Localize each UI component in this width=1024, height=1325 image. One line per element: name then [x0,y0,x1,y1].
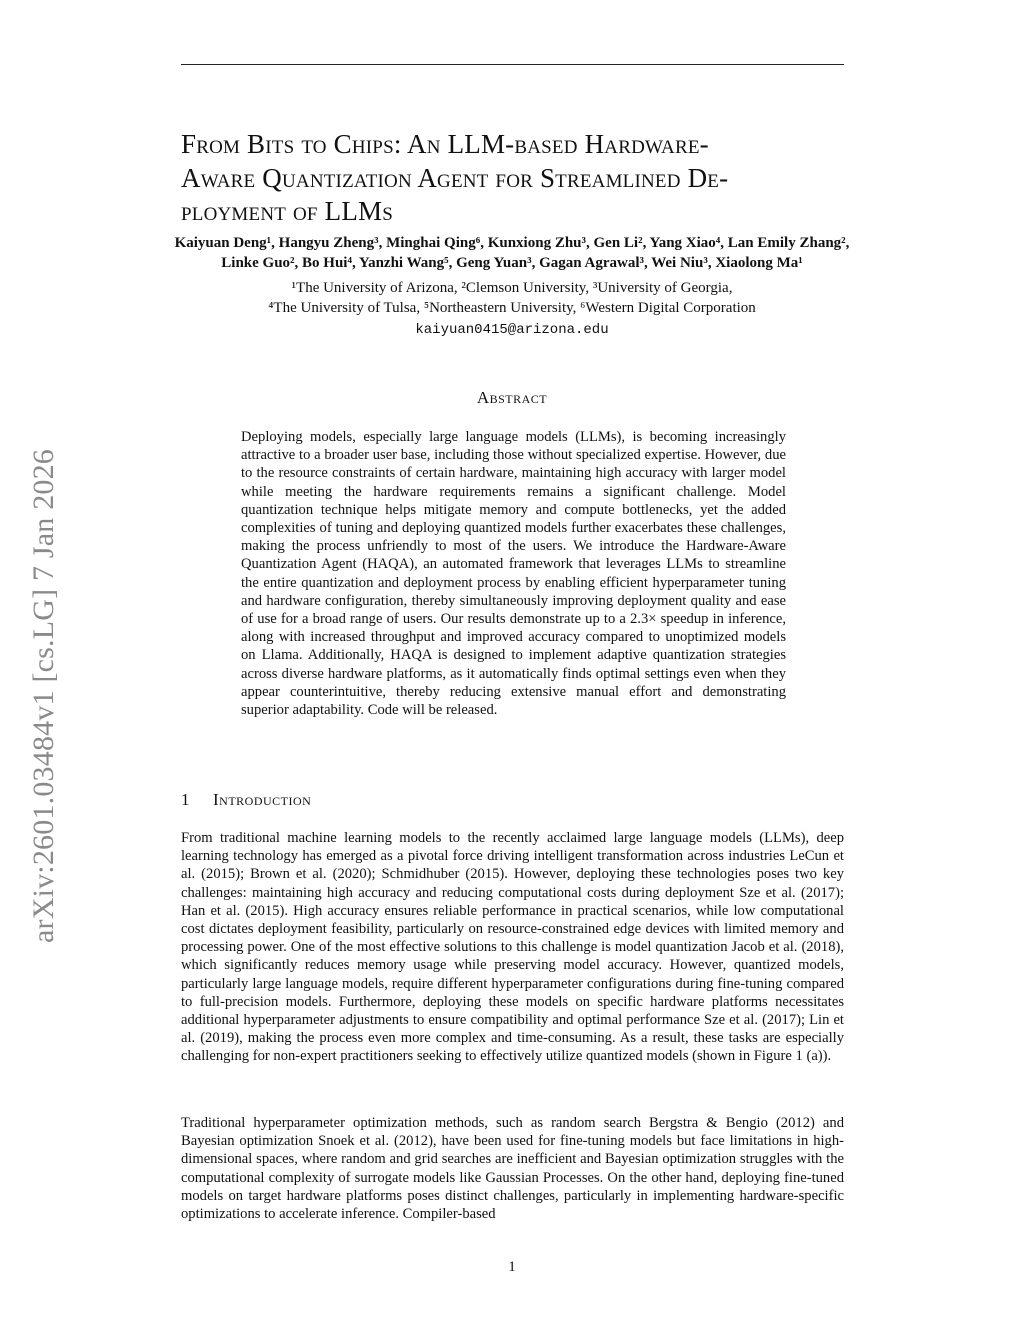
page-number: 1 [508,1259,516,1275]
title-line: From Bits to Chips: An LLM-based Hardware- [181,129,709,159]
body-paragraph: Traditional hyperparameter optimization methods, such as random search Bergstra & Bengio (2012) and Bayesian optimization Snoek et al. (2012), have been used for fine-tuning models but face limitations in high-dimensional spaces, where random and grid searches are inefficient and Bayesian optimization struggles with the computational complexity of surrogate models like Gaussian Processes. On the other hand, deploying fine-tuned models on target hardware platforms poses distinct challenges, particularly in implementing hardware-specific optimizations to accelerate inference. Compiler-based [181,1115,844,1223]
author-list [130,233,894,273]
abstract-body: Deploying models, especially large language models (LLMs), is becoming increasingly attractive to a broader user base, including those without specialized expertise. However, due to the resource constraints of certain hardware, maintaining high accuracy with larger model while meeting the hardware requirements remains a significant challenge. Model quantization technique helps mitigate memory and compute bottlenecks, yet the added complexities of tuning and deploying quantized models further exacerbates these challenges, making the process unfriendly to most of the users. We introduce the Hardware-Aware Quantization Agent (HAQA), an automated framework that leverages LLMs to streamline the entire quantization and deployment process by enabling efficient hyperparameter tuning and hardware configuration, thereby simultaneously improving deployment quality and ease of use for a broad range of users. Our results demonstrate up to a 2.3× speedup in inference, along with increased throughput and improved accuracy compared to unoptimized models on Llama. Additionally, HAQA is designed to implement adaptive quantization strategies across diverse hardware platforms, as it automatically finds optimal settings even when they appear counterintuitive, thereby reducing extensive manual effort and demonstrating superior adaptability. Code will be released. [241,429,786,719]
affiliation-line: ⁴The University of Tulsa, ⁵Northeastern University, ⁶Western Digital Corporation [268,300,756,316]
section-heading [181,790,311,810]
author-line: Linke Guo², Bo Hui⁴, Yanzhi Wang⁵, Geng Yuan³, Gagan Agrawal³, Wei Niu³, Xiaolong Ma¹ [221,255,803,271]
affiliations [130,278,894,318]
body-paragraph: From traditional machine learning models to the recently acclaimed large language models (LLMs), deep learning technology has emerged as a pivotal force driving intelligent transformation across industries LeCun et al. (2015); Brown et al. (2020); Schmidhuber (2015). However, deploying these technologies poses two key challenges: maintaining high accuracy and reducing computational costs during deployment Sze et al. (2017); Han et al. (2015). High accuracy ensures reliable performance in practical scenarios, while low computational cost dictates deployment feasibility, particularly on resource-constrained edge devices with limited memory and processing power. One of the most effective solutions to this challenge is model quantization Jacob et al. (2018), which significantly reduces memory usage while preserving model accuracy. However, quantized models, particularly large language models, require different hyperparameter configurations during fine-tuning compared to full-precision models. Furthermore, deploying these models on specific hardware platforms necessitates additional hyperparameter adjustments to ensure compatibility and optimal performance Sze et al. (2017); Lin et al. (2019), making the process even more complex and time-consuming. As a result, these tasks are especially challenging for non-expert practitioners seeking to effectively utilize quantized models (shown in Figure 1 (a)). [181,830,844,1065]
abstract-heading: Abstract [476,388,548,407]
paper-title [181,128,851,229]
section-title: Introduction [213,790,312,809]
title-line: ployment of LLMs [181,196,393,226]
header-rule [181,64,844,65]
arxiv-identifier: arXiv:2601.03484v1 [cs.LG] 7 Jan 2026 [27,449,60,943]
title-line: Aware Quantization Agent for Streamlined De- [181,162,729,193]
contact-email: kaiyuan0415@arizona.edu [415,322,609,338]
author-line: Kaiyuan Deng¹, Hangyu Zheng³, Minghai Qing⁶, Kunxiong Zhu³, Gen Li², Yang Xiao⁴, Lan Emily Zhang², [174,235,850,251]
affiliation-line: ¹The University of Arizona, ²Clemson University, ³University of Georgia, [291,280,733,296]
section-number: 1 [181,790,190,809]
